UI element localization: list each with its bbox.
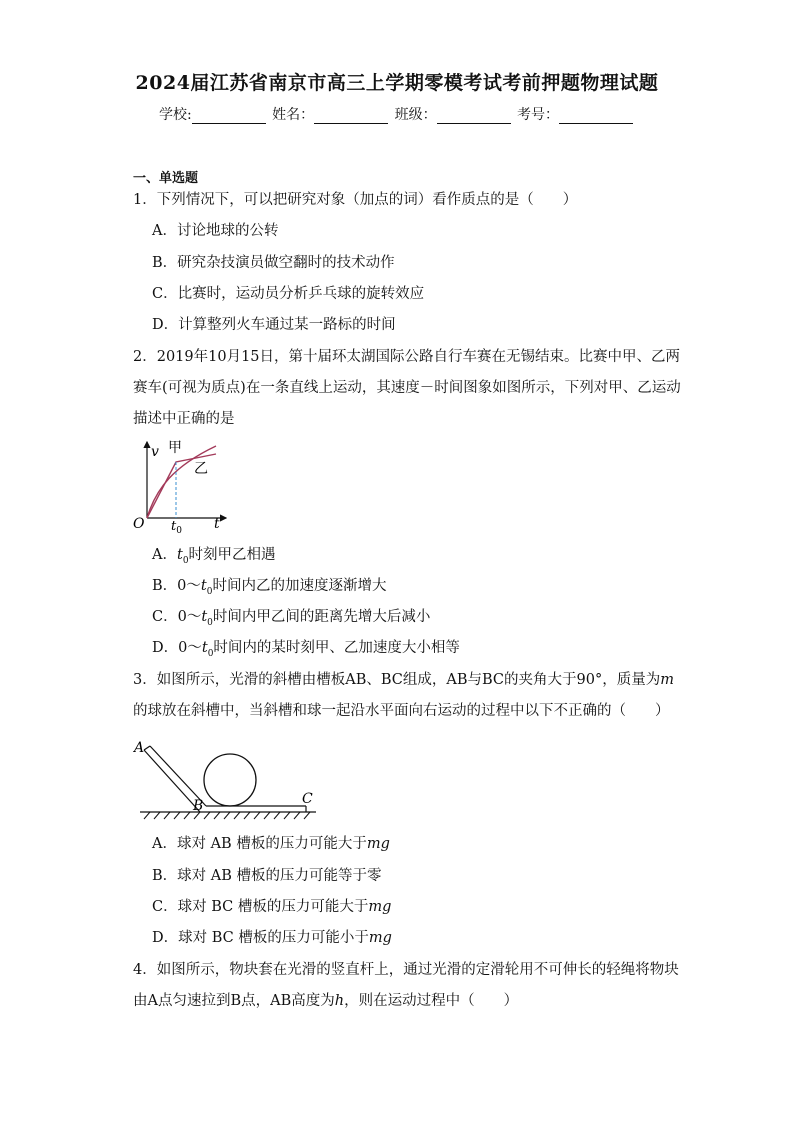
number-blank [559, 109, 633, 124]
ground-hatching [144, 812, 310, 819]
inclined-groove-figure [130, 734, 330, 824]
class-label: 班级： [394, 107, 437, 123]
q2-stem-line3: 描述中正确的是 [133, 411, 235, 427]
ball [204, 754, 256, 806]
label-c: C [302, 791, 313, 807]
q4-stem-line2: 由A点匀速拉到B点，AB高度为h，则在运动过程中（ ） [133, 993, 519, 1009]
q2-stem-line2: 赛车(可视为质点)在一条直线上运动，其速度－时间图象如图所示，下列对甲、乙运动 [133, 380, 681, 396]
q3-option-c: C．球对 BC 槽板的压力可能大于mg [152, 899, 392, 915]
jia-label: 甲 [168, 440, 182, 456]
velocity-time-graph [128, 436, 238, 536]
yi-label: 乙 [194, 461, 208, 477]
board-ab-inner [150, 746, 206, 806]
q3-stem-line1: 3．如图所示，光滑的斜槽由槽板AB、BC组成，AB与BC的夹角大于90°，质量为m [133, 672, 674, 688]
t0-label: $t_0$ [171, 519, 182, 536]
q2-option-c: C．$0\sim t_0$时间内甲乙间的距离先增大后减小 [152, 609, 431, 628]
v-label: v [151, 444, 159, 460]
page-title: 2024届江苏省南京市高三上学期零模考试考前押题物理试题 [135, 72, 659, 94]
school-blank [192, 109, 266, 124]
class-blank [437, 109, 511, 124]
q1-option-a: A．讨论地球的公转 [152, 223, 279, 239]
label-a: A [134, 740, 145, 756]
q2-option-a: A．$t_0$时刻甲乙相遇 [152, 547, 276, 566]
origin-label: O [133, 516, 145, 532]
student-info-line [0, 104, 794, 124]
q3-stem-line2: 的球放在斜槽中，当斜槽和球一起沿水平面向右运动的过程中以下不正确的（ ） [133, 703, 670, 719]
q1-stem: 1．下列情况下，可以把研究对象（加点的词）看作质点的是（ ） [133, 192, 578, 208]
name-label: 姓名： [272, 107, 315, 123]
q3-option-d: D．球对 BC 槽板的压力可能小于mg [152, 930, 392, 946]
label-b: B [193, 798, 204, 814]
q1-option-b: B．研究杂技演员做空翻时的技术动作 [152, 255, 395, 271]
q2-stem-line1: 2．2019年10月15日，第十届环太湖国际公路自行车赛在无锡结束。比赛中甲、乙两 [133, 349, 681, 365]
name-blank [314, 109, 388, 124]
q3-option-a: A．球对 AB 槽板的压力可能大于mg [152, 836, 390, 852]
number-label: 考号： [517, 107, 560, 123]
q3-option-b: B．球对 AB 槽板的压力可能等于零 [152, 868, 382, 884]
q2-option-d: D．$0\sim t_0$时间内的某时刻甲、乙加速度大小相等 [152, 640, 460, 659]
q1-option-c: C．比赛时，运动员分析乒乓球的旋转效应 [152, 286, 425, 302]
section-title: 一、单选题 [133, 171, 199, 186]
q1-option-d: D．计算整列火车通过某一路标的时间 [152, 317, 396, 333]
board-ab-outer [144, 750, 200, 812]
school-label: 学校: [158, 107, 192, 123]
q4-stem-line1: 4．如图所示，物块套在光滑的竖直杆上，通过光滑的定滑轮用不可伸长的轻绳将物块 [133, 962, 679, 978]
t-label: t [214, 516, 220, 532]
q2-option-b: B．$0\sim t_0$时间内乙的加速度逐渐增大 [152, 578, 387, 597]
